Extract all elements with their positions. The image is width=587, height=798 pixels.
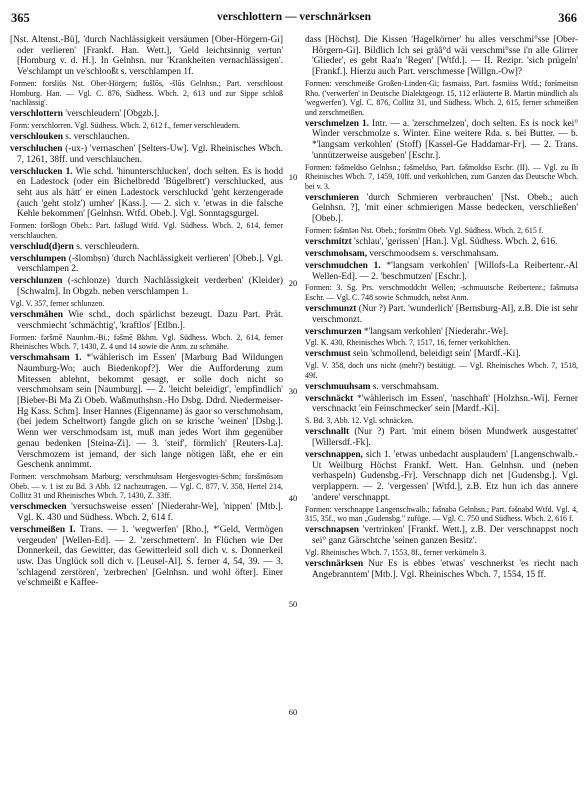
source-note bbox=[10, 299, 283, 309]
source-note bbox=[305, 79, 578, 117]
definition-text: 'verschleudern' [Obgzb.]. bbox=[62, 109, 160, 120]
dictionary-entry bbox=[305, 349, 578, 360]
definition-text: (-šlombṣn) 'durch Nachlässigkeit verlieren' [Obeb.]. Vgl. verschlampen 2. bbox=[17, 253, 283, 275]
dictionary-entry bbox=[305, 35, 578, 78]
dictionary-entry bbox=[10, 276, 283, 297]
headword: verschmunzt bbox=[305, 303, 357, 314]
dictionary-entry bbox=[305, 193, 578, 225]
definition-text: s. verschleudern. bbox=[73, 241, 140, 252]
dictionary-entry bbox=[10, 35, 283, 78]
definition-text: dass [Höchst]. Die Kissen 'Hagelkörner' hu alles verschmi°sse [Ober-Hörgern-Gi]. Bildlich Ich sei gräâ°d wäi verschmi°sse i'n alle Glirrer 'Glieder', es gebt Raa'n 'Regen' [Wtfd.]. — II. Rezipr. 'sich prügeln' [Frankf.]. Hierzu auch Part. verschmesse [Willgn.-Ow]? bbox=[305, 35, 578, 78]
dictionary-entry bbox=[10, 144, 283, 165]
source-note bbox=[305, 548, 578, 558]
definition-text: [Nst. Altenst.-Bü], 'durch Nachlässigkeit versäumen [Ober-Hörgern-Gi] oder verlieren' [Frankf. Han. Wett.], 'Geld leichtsinnig vertun' [Homburg v. d. H.]. In Gelnhsn. nur 'Krankheiten vernachlässigen'. Ve'schlampt un ve'schlooßt s. verschlampen 1f. bbox=[10, 35, 283, 78]
note-text: S. Bd. 3, Abb. 12. Vgl. schnäcken. bbox=[305, 416, 414, 426]
headword: verschmecken bbox=[10, 502, 67, 513]
line-number: 50 bbox=[288, 599, 298, 609]
definition-text: Trans. — 1. 'wegwerfen' [Rho.], *'Geld, Vermögen vergeuden' [Wellen-Ed]. — 2. 'zerschmettern'. In Flüchen wie Der Donnerkeil, das Gewitter, das Gewitterleid soll dich v. s. Donnerkeil usw. Das Unglück soll dich v. [Leusel-Al]. S. ferner 4, 54, 39. — 3. 'schlagend zerstören', 'zerbrechen' [Gelnhsn. und wohl öfter]. Einer ve'schmeißt e Kaffee- bbox=[17, 524, 283, 589]
dictionary-entry bbox=[305, 450, 578, 504]
headword: verschnappen, bbox=[305, 450, 363, 460]
right-column bbox=[305, 35, 578, 795]
headword: verschnapsen bbox=[305, 525, 359, 536]
headword: verschluchen bbox=[10, 143, 63, 154]
headword: verschlud(d)ern bbox=[10, 241, 74, 252]
definition-text: 'vertrinken' [Frankf. Wett.], z.B. Der verschnappst noch sei° ganz Gärschtche 'seinen ganzen Besitz'. bbox=[312, 525, 578, 546]
dictionary-entry bbox=[10, 242, 283, 253]
note-text: Form: verschlorren. Vgl. Südhess. Wbch. 2, 612 f., ferner verschleudern. bbox=[10, 120, 241, 130]
line-number-gutter bbox=[284, 35, 302, 795]
source-note bbox=[10, 472, 283, 501]
note-text: Vgl. V. 357, ferner schlunzen. bbox=[10, 298, 105, 308]
headword: verschmahsam 1. bbox=[10, 353, 82, 364]
headword: verschmust bbox=[305, 349, 351, 360]
dictionary-entry bbox=[305, 327, 578, 338]
definition-text: *'langsam verkohlen' [Willofs-La Reibertenr.-Al Wellen-Ed]. — 2. 'beschmutzen' [Eschr.]. bbox=[312, 260, 578, 282]
headword: verschnallt bbox=[305, 427, 350, 438]
dictionary-entry bbox=[10, 525, 283, 589]
definition-text: s. verschmahsam. bbox=[370, 381, 439, 392]
definition-text: Wie schd. 'hinunterschlucken', doch selten. Es is hodd en Ladestock (oder ein Bichelbredd 'Bügelbrett') verschlucked, aus seht aus als hätt' er einen Ladestock verschluckd 'geht kerzengerade (auch 'geht stolz') umher' [Kass.]. — 2. sich v. 'etwas in die falsche Kehle bekommen' [Gelnhsn. Wtfd. Obeb.]. Vgl. Sonntagsgurgel. bbox=[17, 166, 283, 220]
dictionary-entry bbox=[305, 394, 578, 415]
headword: verschlunzen bbox=[10, 276, 63, 287]
definition-text: (Nur ?) Part. 'mit einem bösen Mundwerk ausgestattet' [Willersdf.-Fk]. bbox=[312, 427, 578, 449]
source-note bbox=[305, 163, 578, 192]
dictionary-entry bbox=[305, 559, 578, 580]
dictionary-entry bbox=[305, 119, 578, 162]
source-note bbox=[305, 283, 578, 302]
headword: verschmieren bbox=[305, 192, 359, 203]
source-note bbox=[10, 121, 283, 131]
definition-text: Nur Es is ebbes 'etwas' veschnerkst 'es riecht nach Angebranntem' [Mtb.]. Vgl. Rheinisches Wbch. 7, 1554, 15 ff. bbox=[312, 558, 578, 580]
note-text: Formen: 3. Sg. Prs. verschmoddcht Wellen; -schmuutsche Reibertenr.; fəšmutsə Eschr. — Vgl. C. 748 sowie Schmudch, nebst Anm. bbox=[305, 283, 578, 302]
dictionary-entry bbox=[305, 249, 578, 260]
dictionary-entry bbox=[305, 427, 578, 448]
definition-text: 'versuchsweise essen' [Niederahr-We], 'nippen' [Mtb.]. Vgl. K. 430 und Südhess. Wbch. 2, 614 f. bbox=[17, 502, 283, 523]
dictionary-entry bbox=[10, 353, 283, 471]
dictionary-entry bbox=[305, 261, 578, 282]
note-text: Vgl. K. 430, Rheinisches Wbch. 7, 1517, 16, ferner verkohlchen. bbox=[305, 338, 511, 348]
dictionary-entry bbox=[10, 132, 283, 143]
headword: verschmitzt bbox=[305, 236, 352, 247]
headword: verschlucken 1. bbox=[10, 166, 73, 177]
definition-text: (-schlonze) 'durch Nachlässigkeit verderben' (Kleider) [Schwalm]. In Obgzb. neben verschlampen 1. bbox=[17, 276, 283, 298]
dictionary-entry bbox=[305, 304, 578, 325]
definition-text: 'durch Schmieren verbrauchen' [Nst. Obeb.; auch Gelnhsn. ?], 'mit einer schmierigen Masse bedecken, verschließen' [Obeb.]. bbox=[312, 192, 578, 225]
page-number-left: 365 bbox=[11, 11, 30, 25]
note-text: Formen: fəšmeldso Gelnhsn.; fəšmeldso, Part. fəšmoldso Eschr. (II). — Vgl. zu Ib Rheinisches Wbch. 7, 1459, 10ff. und verkohlchen, zum Ganzen das Deutsche Wbch. bei v. 3. bbox=[305, 162, 578, 191]
source-note bbox=[305, 416, 578, 426]
line-number: 20 bbox=[288, 278, 298, 288]
note-text: Formen: verschnappe Langenschwalb.; fəšnabə Gelnhsn.; Part. fəšnabd Wtfd. Vgl. 4, 315, 35f., wo man „Gudensbg." zufüge. — Vgl. C. 750 und Südhess. Wbch. 2, 616 f. bbox=[305, 504, 578, 524]
source-note bbox=[305, 338, 578, 348]
source-note bbox=[10, 221, 283, 240]
headword: verschmelzen 1. bbox=[305, 118, 369, 129]
note-text: Vgl. Rheinisches Wbch. 7, 1553, 8f., ferner verkümeln 3. bbox=[305, 547, 487, 557]
dictionary-entry bbox=[305, 382, 578, 393]
source-note bbox=[10, 333, 283, 352]
page-header bbox=[11, 11, 577, 27]
line-number: 60 bbox=[288, 707, 298, 717]
source-note bbox=[305, 226, 578, 236]
definition-text: *'wählerisch im Essen' [Marburg Bad Wildungen Naumburg-Wo; auch Biedenkopf?]. Wer die Aufforderung zum Mitessen ablehnt, bekommt gesagt, er solle doch nicht so verschmohsam sein [Naumburg]. — 2. 'leicht beleidigt', 'empfindlich' [Bieber-Bi Ma Zi Obeb. Waßmuthshsn.-Ho Dsbg. Ddrd. Niedermeiser-Hg Kass. Schm]. Inser Hannes (Eigenname) äs gaor so verschmohsam, (bei jedem Scheltwort) fangde glich on se krische 'weinen' [Dsbg.]. Wenn wer verschmodsam ist, muß man jedes Wort ihm gegenüber genau bedenken [Steina-Zi]. — 3. 'steif', förmlich' [Reuters-La]. Verschmozem ist jemand, der sich lange nötigen läßt, ehe er ein Geschenk annimmt. bbox=[17, 353, 283, 471]
dictionary-entry bbox=[10, 167, 283, 221]
headword: verschmuuhsam bbox=[305, 381, 371, 392]
headword: verschmudchen 1. bbox=[305, 260, 381, 271]
running-title: verschlottern — verschnärksen bbox=[217, 11, 371, 23]
definition-text: verschmoodsem s. verschmahsam. bbox=[367, 248, 499, 259]
headword: verschmähen bbox=[10, 309, 63, 320]
headword: verschlottern bbox=[10, 109, 63, 120]
definition-text: sein 'schmollend, beleidigt sein' [Mardf.-Ki]. bbox=[350, 349, 521, 360]
definition-text: s. verschlauchen. bbox=[62, 131, 130, 142]
dictionary-entry bbox=[10, 109, 283, 120]
dictionary-entry bbox=[10, 254, 283, 275]
line-number: 40 bbox=[288, 493, 298, 503]
note-text: Formen: verschmeiße Großen-Linden-Gi; fəsmaiss, Part. fəsmiiss Wtfd.; forśmeitsn Rho. ('verwerfen' in Deutsche Dialektgeogr. 15, 112 erläuterte B. Martin mündlich als 'wegwerfen'). Vgl. C. 876, Collitz 31, und Südhess. Wbch. 2, 615, ferner schmeißen und zerschmeißen. bbox=[305, 79, 578, 117]
definition-text: sich 1. 'etwas unbedacht ausplaudern' [Langenschwalb.-Ut Weilburg Höchst Frankf. Wett. Han. Gelnhsn. und (neben verhaspeln) Gudensbg.-Fr]. Verschnapp dich net [Gudensbg.]. Vgl. verplappern. — 2. 'vergessen' [Wtfd.], z.B. Etz hun ich das annere 'andere' verschnappt. bbox=[312, 450, 578, 503]
definition-text: 'schlau', 'gerissen' [Han.]. Vgl. Südhess. Wbch. 2, 616. bbox=[351, 236, 558, 247]
headword: verschlumpen bbox=[10, 253, 67, 264]
headword: verschmeißen I. bbox=[10, 524, 76, 535]
headword: verschmurzen bbox=[305, 326, 362, 337]
note-text: Formen: fəšmīən Nst. Obeb.; forśmīrn Obeb. Vgl. Südhess. Wbch. 2, 615 f. bbox=[305, 225, 544, 235]
line-number: 10 bbox=[288, 172, 298, 182]
dictionary-entry bbox=[305, 237, 578, 248]
source-note bbox=[10, 79, 283, 108]
headword: verschnärksen bbox=[305, 558, 364, 569]
definition-text: Wie schd., doch spärlichst bezeugt. Dazu Part. Prät. verschmiecht 'schmächtig', 'kraftlos' [Etlbn.]. bbox=[17, 309, 283, 331]
source-note bbox=[305, 361, 578, 380]
note-text: Vgl. V. 358, doch uns nicht (mehr?) bestätigt. — Vgl. Rheinisches Wbch. 7, 1518, 49f. bbox=[305, 361, 578, 380]
note-text: Formen: forsliüs Nst. Ober-Hörgern; fušlōs, -šlūs Gelnhsn.; Part. verschloost Homburg. Han. — Vgl. C. 876, Südhess. Wbch. 2, 613 und zur Sippe schloß 'nachlässig'. bbox=[10, 79, 283, 108]
definition-text: *'wählerisch im Essen', 'naschhaft' [Holzhsn.-Wi]. Ferner verschnackt 'ein Feinschmecker' sein [Mardf.-Ki]. bbox=[312, 393, 578, 415]
source-note bbox=[305, 505, 578, 524]
definition-text: (Nur ?) Part. 'wunderlich' [Bernsburg-Al], z.B. Die ist sehr verschmonzt. bbox=[312, 303, 578, 325]
dictionary-entry bbox=[305, 525, 578, 546]
headword: verschnäckt bbox=[305, 393, 354, 404]
definition-text: Intr. — a. 'zerschmelzen', doch selten. Es is nock kei° Winder verschmolze s. Winter. Eine weitere Rda. s. bei Butter. — b. *'langsam verkohlen' (Stoff) [Kassel-Ge Haddamar-Fr]. — 2. Trans. 'unnützerweise ausgeben' [Eschr.]. bbox=[312, 118, 578, 161]
headword: verschmohsam, bbox=[305, 248, 368, 259]
line-number: 30 bbox=[288, 386, 298, 396]
definition-text: (-ux-) 'vernaschen' [Selters-Uw]. Vgl. Rheinisches Wbch. 7, 1261, 38ff. und verschlauchen. bbox=[17, 143, 283, 165]
dictionary-entry bbox=[10, 310, 283, 331]
dictionary-entry bbox=[10, 502, 283, 523]
headword: verschlouken bbox=[10, 131, 63, 142]
definition-text: *'langsam verkohlen' [Niederahr.-We]. bbox=[361, 326, 509, 337]
note-text: Formen: foršlogn Obeb.: Part. fəšlugd Wtfd. Vgl. Südhess. Wbch. 2, 614, ferner verschlauchen. bbox=[10, 221, 283, 240]
note-text: Formen: verschmohsam Marburg; verschmuhsam Hergesvogtei-Schm; forsšmōsəm Obeb. — v. 1 ist zu Bd. 3 Abb. 12 nachzutragen. — Vgl. C. 877, V. 358, Hertel 214, Collitz 31 und Rheinisches Wbch. 7, 1430, Z. 33ff. bbox=[10, 472, 283, 501]
note-text: Formen: fəršmē Naunhm.-Bi.; fəšmē Bkhm. Vgl. Südhess. Wbch. 2, 614, ferner Rheinisches Wbch. 7, 1430, Z. 4 und 14 sowie die Anm. zu schmähe. bbox=[10, 332, 283, 352]
page-number-right: 366 bbox=[558, 11, 577, 25]
left-column bbox=[10, 35, 283, 795]
